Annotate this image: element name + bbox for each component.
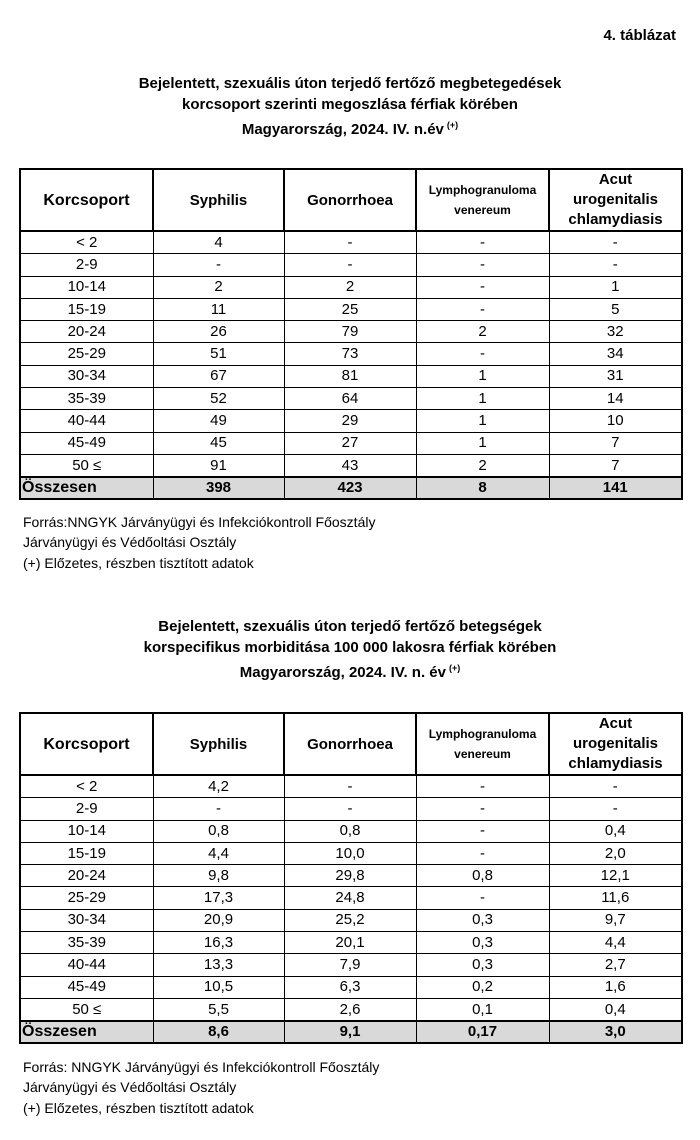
cell-age-group: 15-19 [20, 842, 153, 864]
cell-chlamydiasis: 32 [549, 321, 682, 343]
table1-header-lgv-line-2: venereum [454, 203, 511, 217]
cell-age-group: < 2 [20, 231, 153, 254]
cell-gonorrhoea: 27 [284, 432, 416, 454]
cell-gonorrhoea: 0,8 [284, 820, 416, 842]
table-row [20, 321, 682, 343]
cell-chlamydiasis: 0,4 [549, 998, 682, 1021]
cell-age-group: 45-49 [20, 432, 153, 454]
table2-source-line-1: Forrás: NNGYK Járványügyi és Infekciókontroll Főosztály [23, 1059, 380, 1075]
table2-header-chl-line-1: Acut [598, 715, 633, 732]
cell-syphilis: 51 [153, 343, 284, 365]
table2-total-row [20, 1021, 682, 1043]
cell-chlamydiasis: 10 [549, 410, 682, 432]
cell-age-group: 35-39 [20, 932, 153, 954]
table2-header-korcsoport: Korcsoport [20, 713, 153, 775]
cell-gonorrhoea: 81 [284, 365, 416, 387]
cell-syphilis: 0,8 [153, 820, 284, 842]
table1-header-korcsoport: Korcsoport [20, 169, 153, 231]
table1-header-chl-line-1: Acut [598, 171, 633, 188]
cell-syphilis: 5,5 [153, 998, 284, 1021]
table1-total-row [20, 477, 682, 499]
cell-chlamydiasis: 0,4 [549, 820, 682, 842]
table-row [20, 932, 682, 954]
cell-syphilis: 45 [153, 432, 284, 454]
total-gonorrhoea: 423 [284, 477, 416, 499]
total-gonorrhoea: 9,1 [284, 1021, 416, 1043]
table2-source-line-2: Járványügyi és Védőoltási Osztály [23, 1079, 237, 1095]
cell-chlamydiasis: - [549, 254, 682, 276]
cell-lgv: 0,8 [416, 865, 549, 887]
cell-age-group: 20-24 [20, 321, 153, 343]
cell-syphilis: - [153, 254, 284, 276]
cell-gonorrhoea: 25 [284, 298, 416, 320]
table2-header-chl-line-3: chlamydiasis [568, 755, 663, 772]
cell-chlamydiasis: 14 [549, 388, 682, 410]
table-row [20, 865, 682, 887]
table1-header-syphilis: Syphilis [153, 169, 284, 231]
table-row [20, 231, 682, 254]
total-lgv: 8 [416, 477, 549, 499]
cell-syphilis: 13,3 [153, 954, 284, 976]
cell-syphilis: 11 [153, 298, 284, 320]
cell-gonorrhoea: 25,2 [284, 909, 416, 931]
cell-gonorrhoea: 6,3 [284, 976, 416, 998]
cell-chlamydiasis: 1 [549, 276, 682, 298]
table-row [20, 998, 682, 1021]
cell-lgv: - [416, 343, 549, 365]
cell-syphilis: 17,3 [153, 887, 284, 909]
table-row [20, 887, 682, 909]
table2-header-gonorrhoea: Gonorrhoea [284, 713, 416, 775]
cell-syphilis: 26 [153, 321, 284, 343]
table2-header-row [20, 713, 682, 775]
table-row [20, 365, 682, 387]
cell-age-group: 15-19 [20, 298, 153, 320]
cell-age-group: < 2 [20, 775, 153, 798]
cell-lgv: - [416, 231, 549, 254]
table1 [19, 168, 683, 500]
table-row [20, 276, 682, 298]
cell-syphilis: 9,8 [153, 865, 284, 887]
total-chlamydiasis: 3,0 [549, 1021, 682, 1043]
table-row [20, 954, 682, 976]
table1-title [0, 73, 700, 140]
table1-source [23, 512, 375, 552]
cell-chlamydiasis: - [549, 231, 682, 254]
cell-syphilis: 4,2 [153, 775, 284, 798]
table1-note: (+) Előzetes, részben tisztított adatok [23, 555, 254, 571]
table2-header-syphilis: Syphilis [153, 713, 284, 775]
cell-age-group: 30-34 [20, 365, 153, 387]
total-lgv: 0,17 [416, 1021, 549, 1043]
table2-title-line-1: Bejelentett, szexuális úton terjedő fertőző betegségek [158, 618, 542, 635]
cell-gonorrhoea: 73 [284, 343, 416, 365]
cell-gonorrhoea: 29 [284, 410, 416, 432]
cell-lgv: 1 [416, 365, 549, 387]
cell-age-group: 10-14 [20, 820, 153, 842]
cell-gonorrhoea: 2,6 [284, 998, 416, 1021]
cell-chlamydiasis: 5 [549, 298, 682, 320]
cell-gonorrhoea: 43 [284, 454, 416, 477]
cell-gonorrhoea: 10,0 [284, 842, 416, 864]
cell-lgv: - [416, 887, 549, 909]
cell-chlamydiasis: 1,6 [549, 976, 682, 998]
table-row [20, 298, 682, 320]
cell-lgv: 1 [416, 388, 549, 410]
cell-chlamydiasis: - [549, 798, 682, 820]
cell-chlamydiasis: 7 [549, 432, 682, 454]
cell-syphilis: 52 [153, 388, 284, 410]
cell-chlamydiasis: 2,7 [549, 954, 682, 976]
cell-lgv: 0,2 [416, 976, 549, 998]
table2-source [23, 1057, 379, 1097]
cell-chlamydiasis: 12,1 [549, 865, 682, 887]
table-row [20, 909, 682, 931]
cell-syphilis: 20,9 [153, 909, 284, 931]
cell-lgv: - [416, 798, 549, 820]
table-row [20, 343, 682, 365]
cell-age-group: 25-29 [20, 887, 153, 909]
table1-header-lgv [416, 169, 549, 231]
cell-age-group: 35-39 [20, 388, 153, 410]
table-row [20, 410, 682, 432]
cell-gonorrhoea: 79 [284, 321, 416, 343]
table2-header-chlamydiasis [549, 713, 682, 775]
cell-syphilis: 67 [153, 365, 284, 387]
cell-lgv: - [416, 254, 549, 276]
table1-title-line-3 [0, 115, 700, 140]
cell-syphilis: - [153, 798, 284, 820]
table2-title-marker: (+) [448, 663, 461, 673]
table-row [20, 775, 682, 798]
table-row [20, 820, 682, 842]
cell-chlamydiasis: 11,6 [549, 887, 682, 909]
cell-lgv: 0,3 [416, 932, 549, 954]
total-chlamydiasis: 141 [549, 477, 682, 499]
cell-gonorrhoea: - [284, 775, 416, 798]
table1-header-gonorrhoea: Gonorrhoea [284, 169, 416, 231]
cell-age-group: 20-24 [20, 865, 153, 887]
table2-title-line-3-text: Magyarország, 2024. IV. n. év [239, 664, 446, 681]
cell-chlamydiasis: 31 [549, 365, 682, 387]
cell-age-group: 25-29 [20, 343, 153, 365]
cell-chlamydiasis: 34 [549, 343, 682, 365]
table-row [20, 254, 682, 276]
cell-lgv: - [416, 276, 549, 298]
table1-header-chl-line-2: urogenitalis [572, 191, 658, 208]
cell-syphilis: 10,5 [153, 976, 284, 998]
total-label: Összesen [20, 477, 153, 499]
table1-header-chlamydiasis [549, 169, 682, 231]
cell-lgv: 0,3 [416, 954, 549, 976]
cell-syphilis: 4,4 [153, 842, 284, 864]
table2-note: (+) Előzetes, részben tisztított adatok [23, 1100, 254, 1116]
table1-title-line-2: korcsoport szerinti megoszlása férfiak körében [182, 96, 518, 113]
table1-title-marker: (+) [446, 120, 459, 130]
cell-age-group: 50 ≤ [20, 998, 153, 1021]
table2-header-chl-line-2: urogenitalis [572, 735, 658, 752]
cell-chlamydiasis: 7 [549, 454, 682, 477]
total-label: Összesen [20, 1021, 153, 1043]
cell-lgv: 0,1 [416, 998, 549, 1021]
cell-lgv: 0,3 [416, 909, 549, 931]
cell-syphilis: 49 [153, 410, 284, 432]
table1-source-line-1: Forrás:NNGYK Járványügyi és Infekciókontroll Főosztály [23, 514, 376, 530]
cell-gonorrhoea: - [284, 798, 416, 820]
cell-syphilis: 91 [153, 454, 284, 477]
table1-header-lgv-line-1: Lymphogranuloma [428, 183, 537, 197]
cell-gonorrhoea: - [284, 254, 416, 276]
cell-lgv: 2 [416, 321, 549, 343]
table2-title [0, 616, 700, 683]
table2-header-lgv-line-1: Lymphogranuloma [428, 727, 537, 741]
cell-lgv: - [416, 820, 549, 842]
table-number: 4. táblázat [603, 27, 676, 44]
cell-age-group: 40-44 [20, 410, 153, 432]
table-row [20, 976, 682, 998]
cell-gonorrhoea: 24,8 [284, 887, 416, 909]
cell-age-group: 2-9 [20, 798, 153, 820]
total-syphilis: 398 [153, 477, 284, 499]
cell-gonorrhoea: - [284, 231, 416, 254]
cell-lgv: 2 [416, 454, 549, 477]
total-syphilis: 8,6 [153, 1021, 284, 1043]
cell-chlamydiasis: - [549, 775, 682, 798]
table2 [19, 712, 683, 1044]
cell-lgv: 1 [416, 432, 549, 454]
table-row [20, 388, 682, 410]
table1-title-line-3-text: Magyarország, 2024. IV. n.év [241, 121, 444, 138]
cell-lgv: 1 [416, 410, 549, 432]
cell-gonorrhoea: 2 [284, 276, 416, 298]
cell-lgv: - [416, 842, 549, 864]
cell-gonorrhoea: 20,1 [284, 932, 416, 954]
cell-chlamydiasis: 4,4 [549, 932, 682, 954]
table-row [20, 432, 682, 454]
cell-age-group: 50 ≤ [20, 454, 153, 477]
cell-syphilis: 16,3 [153, 932, 284, 954]
table2-header-lgv-line-2: venereum [454, 747, 511, 761]
table-row [20, 842, 682, 864]
table1-header-row [20, 169, 682, 231]
table-row [20, 798, 682, 820]
table-row [20, 454, 682, 477]
cell-age-group: 30-34 [20, 909, 153, 931]
cell-syphilis: 4 [153, 231, 284, 254]
cell-age-group: 2-9 [20, 254, 153, 276]
cell-gonorrhoea: 29,8 [284, 865, 416, 887]
cell-chlamydiasis: 2,0 [549, 842, 682, 864]
cell-age-group: 45-49 [20, 976, 153, 998]
cell-lgv: - [416, 298, 549, 320]
table2-title-line-3 [0, 658, 700, 683]
table1-source-line-2: Járványügyi és Védőoltási Osztály [23, 534, 237, 550]
cell-syphilis: 2 [153, 276, 284, 298]
cell-lgv: - [416, 775, 549, 798]
table2-title-line-2: korspecifikus morbiditása 100 000 lakosra férfiak körében [143, 639, 557, 656]
cell-age-group: 40-44 [20, 954, 153, 976]
cell-chlamydiasis: 9,7 [549, 909, 682, 931]
cell-gonorrhoea: 64 [284, 388, 416, 410]
cell-age-group: 10-14 [20, 276, 153, 298]
table1-title-line-1: Bejelentett, szexuális úton terjedő fertőző megbetegedések [138, 75, 562, 92]
cell-gonorrhoea: 7,9 [284, 954, 416, 976]
table2-header-lgv [416, 713, 549, 775]
table1-header-chl-line-3: chlamydiasis [568, 211, 663, 228]
